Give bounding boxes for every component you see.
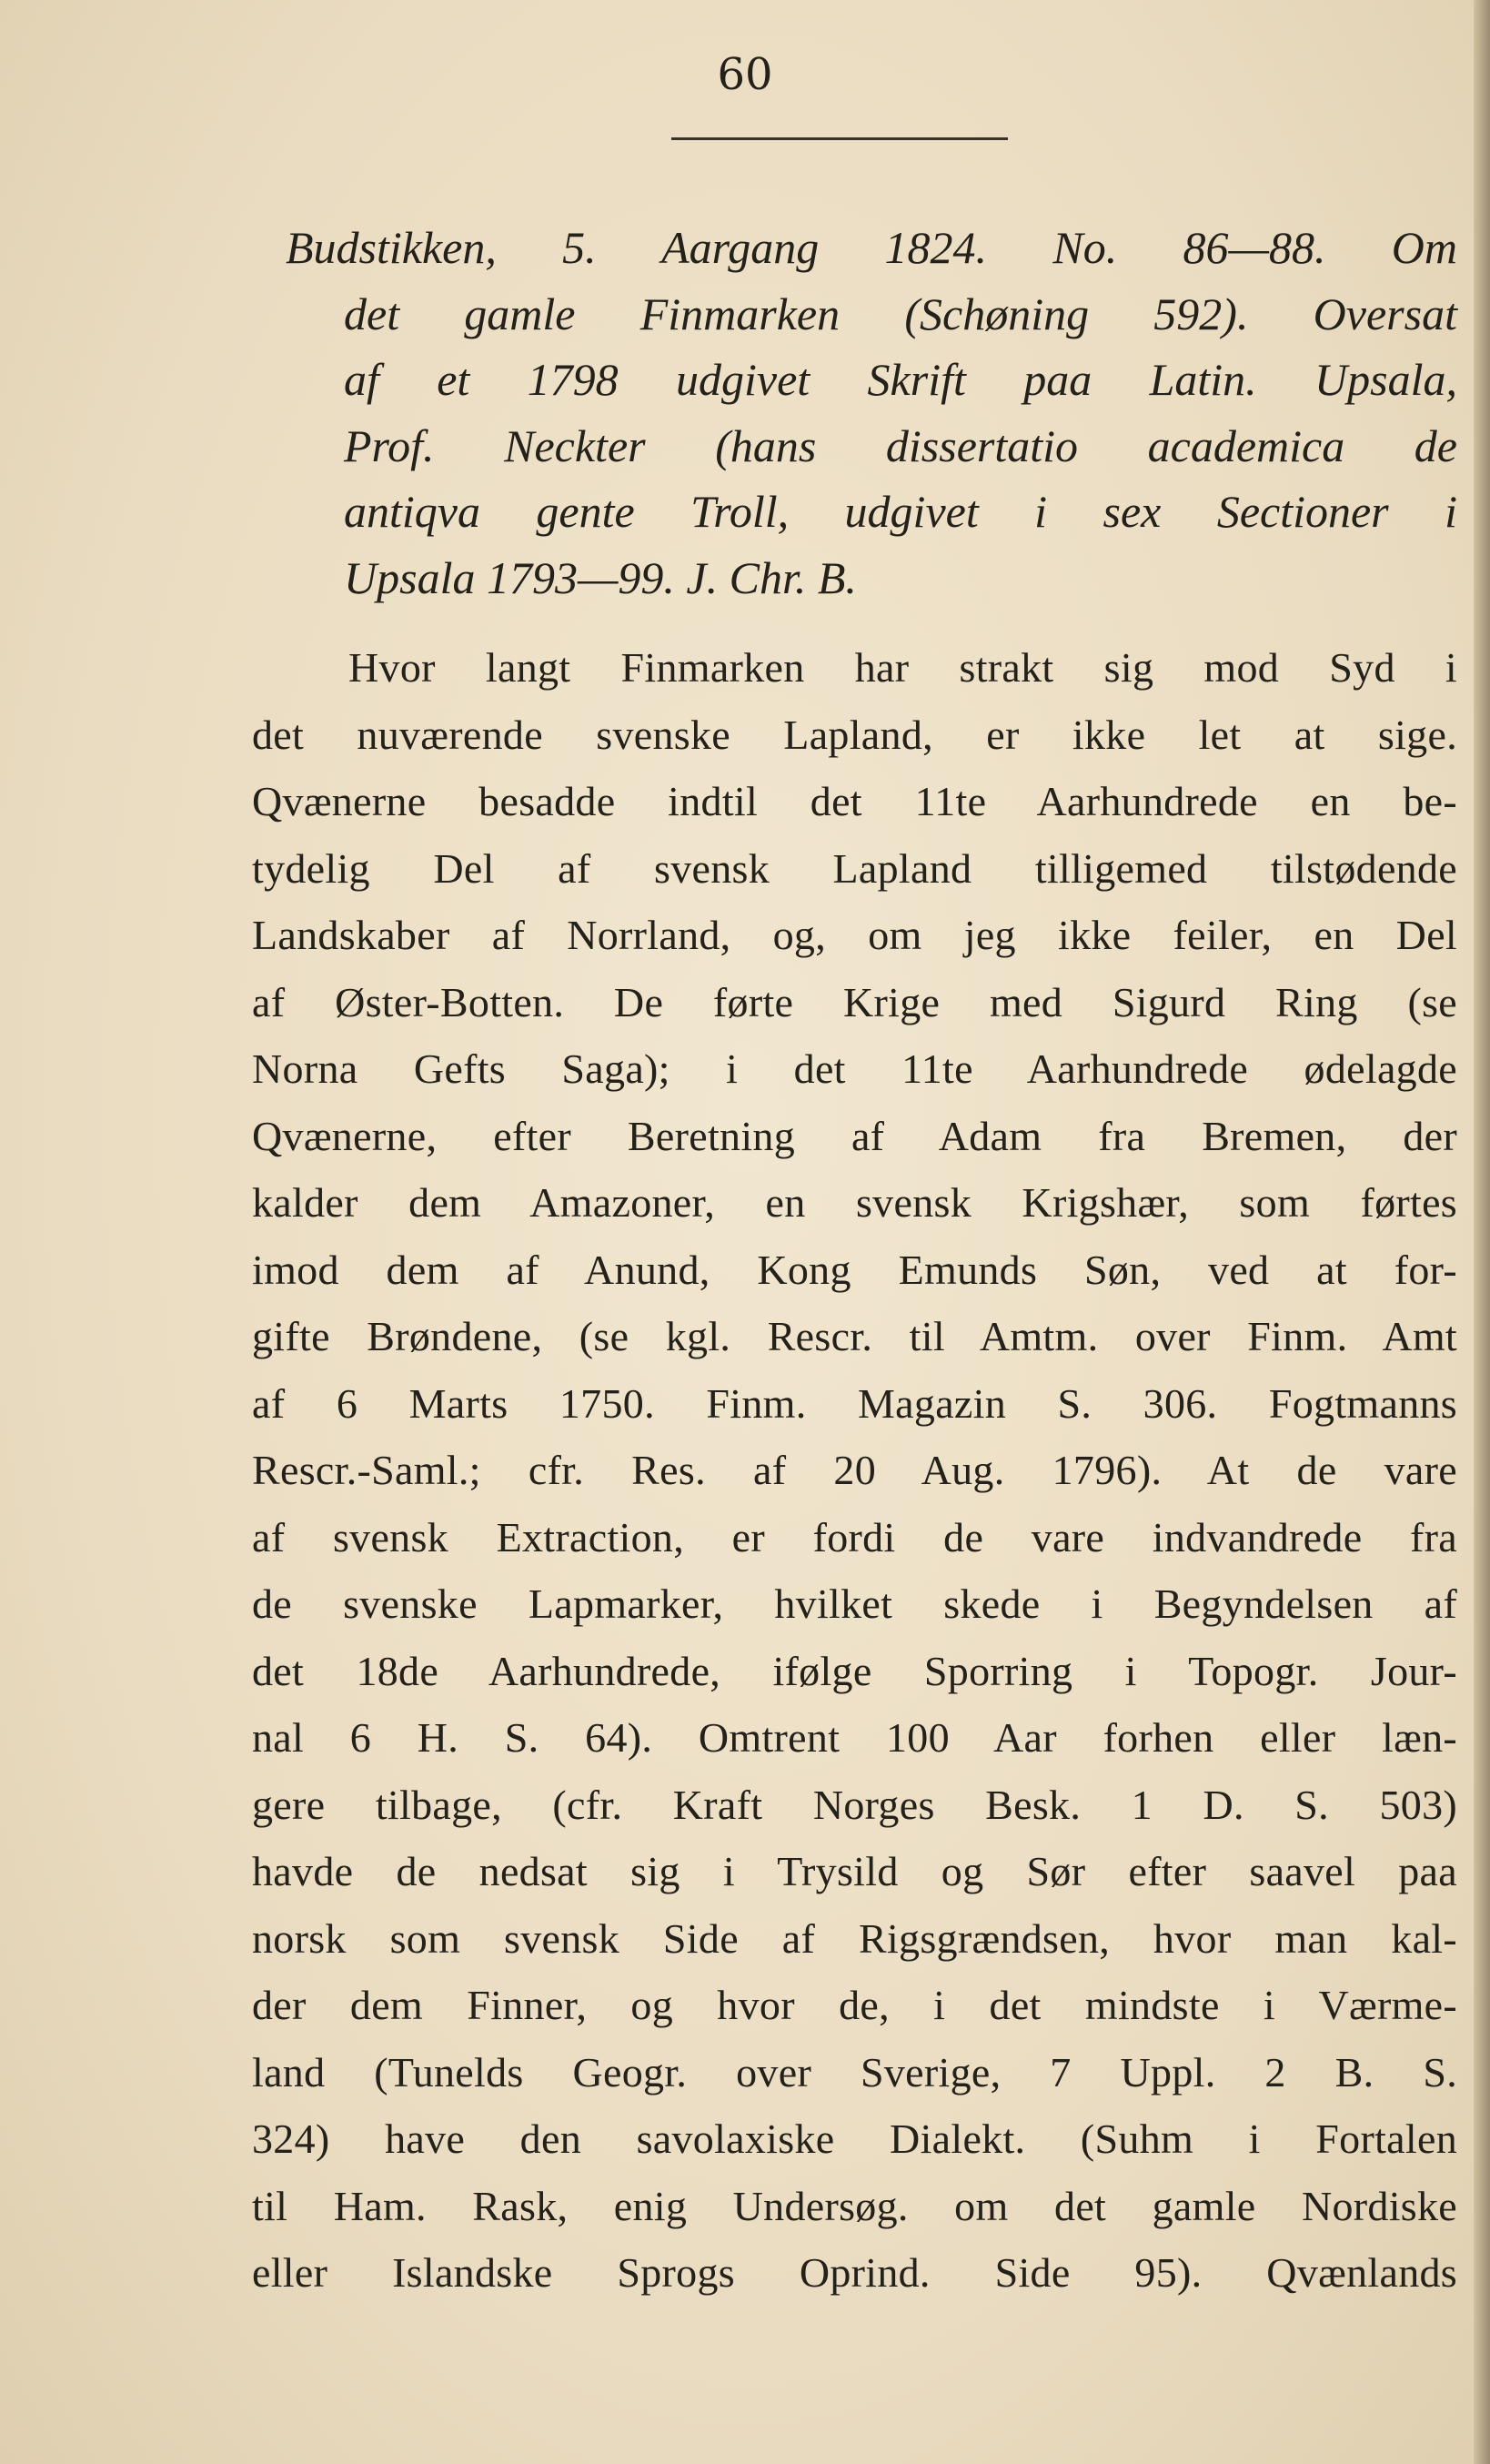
- entry-line: Budstikken, 5. Aargang 1824. No. 86—88. Om: [286, 222, 1457, 273]
- body-line: gere tilbage, (cfr. Kraft Norges Besk. 1 D. S. 503): [252, 1781, 1457, 1828]
- entry-line: antiqva gente Troll, udgivet i sex Sectioner i: [344, 486, 1457, 537]
- entry-line: Prof. Neckter (hans dissertatio academica de: [344, 419, 1457, 471]
- body-line: det nuværende svenske Lapland, er ikke let at sige.: [252, 711, 1457, 758]
- body-line: imod dem af Anund, Kong Emunds Søn, ved at for-: [252, 1246, 1457, 1293]
- body-line: kalder dem Amazoner, en svensk Krigshær, som førtes: [252, 1179, 1457, 1226]
- body-line: de svenske Lapmarker, hvilket skede i Begyndelsen af: [252, 1580, 1457, 1627]
- body-line: norsk som svensk Side af Rigsgrændsen, hvor man kal-: [252, 1914, 1457, 1962]
- page-number: 60: [717, 49, 773, 100]
- body-line: gifte Brøndene, (se kgl. Rescr. til Amtm. over Finm. Amt: [252, 1313, 1457, 1359]
- body-line: til Ham. Rask, enig Undersøg. om det gamle Nordiske: [252, 2182, 1457, 2229]
- entry-line: det gamle Finmarken (Schøning 592). Oversat: [344, 288, 1457, 339]
- body-line: havde de nedsat sig i Trysild og Sør efter saavel paa: [252, 1848, 1457, 1894]
- body-line: det 18de Aarhundrede, ifølge Sporring i Topogr. Jour-: [252, 1647, 1457, 1694]
- entry-line: af et 1798 udgivet Skrift paa Latin. Upsala,: [344, 354, 1457, 405]
- body-line: Qvænerne, efter Beretning af Adam fra Bremen, der: [252, 1112, 1457, 1159]
- body-line: eller Islandske Sprogs Oprind. Side 95). Qvænlands: [252, 2249, 1457, 2296]
- body-line: nal 6 H. S. 64). Omtrent 100 Aar forhen eller læn-: [252, 1714, 1457, 1761]
- header-rule: [671, 137, 1008, 140]
- body-line: tydelig Del af svensk Lapland tilligemed tilstødende: [252, 844, 1457, 892]
- body-line: Qvænerne besadde indtil det 11te Aarhundrede en be-: [252, 778, 1457, 824]
- body-line: Norna Gefts Saga); i det 11te Aarhundrede ødelagde: [252, 1045, 1457, 1092]
- bibliographic-entry: [286, 215, 1457, 611]
- entry-line: Upsala 1793—99. J. Chr. B.: [344, 551, 857, 603]
- body-line: Rescr.-Saml.; cfr. Res. af 20 Aug. 1796). At de vare: [252, 1447, 1457, 1493]
- body-line: Landskaber af Norrland, og, om jeg ikke feiler, en Del: [252, 912, 1457, 958]
- body-paragraph: [252, 634, 1457, 2307]
- body-line: 324) have den savolaxiske Dialekt. (Suhm i Fortalen: [252, 2116, 1457, 2162]
- page-edge: [1474, 0, 1490, 2464]
- body-line: af 6 Marts 1750. Finm. Magazin S. 306. Fogtmanns: [252, 1379, 1457, 1427]
- body-line: der dem Finner, og hvor de, i det mindste i Værme-: [252, 1982, 1457, 2028]
- body-line: af Øster-Botten. De førte Krige med Sigurd Ring (se: [252, 978, 1457, 1025]
- body-line: land (Tunelds Geogr. over Sverige, 7 Uppl. 2 B. S.: [252, 2048, 1457, 2095]
- body-line: Hvor langt Finmarken har strakt sig mod Syd i: [348, 644, 1457, 691]
- body-line: af svensk Extraction, er fordi de vare indvandrede fra: [252, 1513, 1457, 1560]
